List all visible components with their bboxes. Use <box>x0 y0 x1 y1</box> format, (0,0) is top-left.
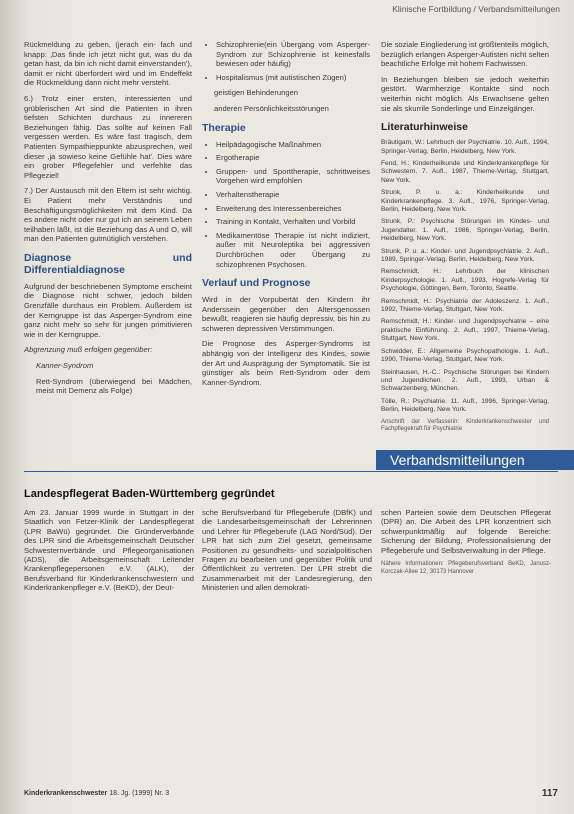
paragraph: Abgrenzung muß erfolgen gegenüber: <box>24 345 153 355</box>
paragraph: In Beziehungen bleiben sie jedoch weiterhin gestört. Warmherzige Kontakte sind noch weiterhin nicht möglich. Als Erwachsene gelten sie als skurrile Sonderlinge und Einzelgänger. <box>381 74 549 113</box>
list-item: • Hospitalismus (mit autistischen Zügen) <box>216 73 370 83</box>
reference-item: Tölle, R.: Psychiatrie. 11. Aufl., 1996, Springer-Verlag, Berlin, Heidelberg, New York. <box>381 397 549 414</box>
column-1 <box>24 40 192 442</box>
paragraph: Rückmeldung zu geben, (jerach ein- fach und knapp: ‚Das finde ich jetzt nicht gut, was du da getan hast, da bin ich nicht damit einverstanden'), damit er nicht überfordert wird und im Endeffekt die Rückmeldung dann nicht mehr versteht. <box>24 40 192 88</box>
paragraph: Die soziale Eingliederung ist größtenteils möglich, bezüglich erlangen Asperger-Autisten nicht selten beachtliche Erfolge mit hohem Fachwissen. <box>381 40 549 69</box>
publication-name: Kinderkrankenschwester <box>24 790 108 797</box>
reference-item: Remschmidt, H.: Lehrbuch der klinischen Kinderpsychologie. 1. Aufl., 1993, Hogrefe-Verlag für Psychologie, Göttingen, Bern, Toronto, Seattle. <box>381 268 549 293</box>
list-item: geistigen Behinderungen <box>214 88 299 98</box>
therapy-list <box>202 140 370 270</box>
reference-item: Remschmidt, H.: Kinder- und Jugendpsychiatrie – eine praktische Einführung. 2. Aufl., 1997, Thieme-Verlag, Stuttgart, New York. <box>381 318 549 343</box>
author-address: Anschrift der Verfasserin: Kinderkrankenschwester und Fachpflegekraft für Psychiatrie <box>381 418 549 433</box>
page-number: 117 <box>541 788 558 799</box>
reference-item: Remschmidt, H.: Psychiatrie der Adoleszenz. 1. Aufl., 1992, Thieme-Verlag, Stuttgart, New York. <box>381 297 549 314</box>
section-heading-therapie: Therapie <box>202 121 246 134</box>
paragraph: 6.) Trotz einer ersten, interessierten und grüblerischen Art sind die Patienten in ihren tiefsten Schichten durchaus zu innereren Beziehungen fähig. Das sollte auf keinen Fall vergessen werden. Es wäre fast tragisch, dem Patienten Sympathieppunkte abzusprechen, weil dieser ‚ja sowieso keine Gefühle hat'. Dies wäre ein grober Pflegefehler und verfehlte das Pflegeziel! <box>24 93 192 180</box>
reference-item: Strunk, P.: Psychische Störungen im Kindes- und Jugendalter. 1. Aufl., 1986, Springer-Verlag, Berlin, Heidelberg, New York. <box>381 218 549 243</box>
section-heading-diagnose: Diagnose und Differentialdiagnose <box>24 251 192 276</box>
divider <box>24 471 558 472</box>
contact-info: Nähere Informationen: Pflegeberufsverband BeKD, Janusz-Korczak-Allee 12, 30173 Hannover <box>381 561 551 575</box>
reference-item: Steinhausen, H.-C.: Psychische Störungen bei Kindern und Jugendlichen. 2. Aufl., 1993, Urban & Schwarzenberg, München. <box>381 368 549 393</box>
paragraph: Die Prognose des Asperger-Syndroms ist abhängig von der Intelligenz des Kindes, sowie der Art und Ausprägung der Symptomatik. Sie ist günstiger als beim Rett-Syndrom oder dem Kanner-Syndrom. <box>202 339 370 387</box>
section-banner: Verbandsmitteilungen <box>376 450 574 470</box>
reference-item: Strunk, P. u. a.: Kinderheilkunde und Kinderkrankenpflege. 3. Aufl., 1976, Springer-Verlag, Berlin, Heidelberg, New York. <box>381 189 549 213</box>
page-footer <box>24 790 558 797</box>
article-column-1 <box>24 508 194 768</box>
article-column-3 <box>381 508 551 768</box>
article-column-2 <box>202 508 372 768</box>
column-2 <box>202 40 370 442</box>
paragraph: Wird in der Vorpubertät den Kindern ihr Anderssein gegenüber den Altersgenossen bewußt, reagieren sie häufig depressiv, bis hin zu schweren depressiven Verstimmungen. <box>202 295 370 333</box>
paragraph: 7.) Der Austausch mit den Eltern ist sehr wichtig. Ei Patient mehr Verständnis und Beschäftigungsmöglichkeiten mit dem Kind. Da es andere nicht oder nur gut ich an seinem Leben teilhaben läßt, ist die Beziehung das A und O, will man den Patienten gutmütiglich verstehen. <box>24 186 192 244</box>
list-item: • Ergotherapie <box>216 153 370 163</box>
list-item: • Medikamentöse Therapie ist nicht indiziert, außer mit Neuroleptika bei aggressiven Durchbrüchen oder Übergang zu schizophrenen Psychosen. <box>216 231 370 269</box>
section-heading-literatur: Literaturhinweise <box>381 121 468 134</box>
column-3 <box>381 40 549 442</box>
paragraph: Aufgrund der beschriebenen Symptome erscheint die Diagnose nicht schwer, jedoch bilden Grenzfälle durchaus ein Problem. Außerdem ist der Kerngruppe ist das Asperger-Syndrom eine ganz nicht mehr so sehr für jungen primitivieren wie in der Kerngruppe. <box>24 281 192 339</box>
reference-list <box>381 139 549 414</box>
paragraph: sche Berufsverband für Pflegeberufe (DBfK) und die Landesarbeitsgemeinschaft der Lehrerinnen und Lehrer für Pflegeberufe (LAG Nord/Süd). Der LPR hat sich zum Ziel gesetzt, gemeinsame Positionen zu gesundheits- und sozialpolitischen Fragen zu bearbeiten und gegenüber Politik und Öffentlichkeit zu vertreten. Der LPR strebt die Zusammenarbeit mit der Landesregierung, den Ministerien und allen demokrati- <box>202 508 372 593</box>
reference-item: Schwidder, E.: Allgemeine Psychopathologie. 1. Aufl., 1990, Thieme-Verlag, Stuttgart, New York. <box>381 347 549 364</box>
paragraph: Am 23. Januar 1999 wurde in Stuttgart in der Staatlich von Fetzer-Klinik der Landespflegerat (LPR BaWü) gegründet. Die Gründerverbände des LPR sind die Arbeitsgemeinschaft Deutscher Schwesternverbände und Pflegeorganisationen (ADS), die Arbeitsgemeinschaft Leitender Krankenpflegepersonen e.V. (ALK), der Berufsverband für Kinderkrankenschwestern und Kinderkrankenpfleger e.V. (BeKD), der Deut- <box>24 508 194 593</box>
list-item: • Erweiterung des Interessenbereiches <box>216 204 370 214</box>
list-item: • Heilpädagogische Maßnahmen <box>216 140 370 150</box>
list-item: • Schizophrenie(ein Übergang vom Asperger-Syndrom zur Schizophrenie ist keinesfalls bewiesen oder häufig) <box>216 40 370 69</box>
article-title: Landespflegerat Baden-Württemberg gegründet <box>24 488 275 500</box>
list-item: anderen Persönlichkeitsstörungen <box>214 103 329 113</box>
running-header: Klinische Fortbildung / Verbandsmitteilungen <box>392 4 560 14</box>
list-item: • Training in Kontakt, Verhalten und Vorbild <box>216 217 370 227</box>
reference-item: Strunk, P. u. a.: Kinder- und Jugendpsychiatrie. 2. Aufl., 1989, Springer-Verlag, Berlin, Heidelberg, New York. <box>381 247 549 264</box>
list-item: Kanner-Syndrom <box>36 361 94 371</box>
list-item: • Verhaltenstherapie <box>216 190 370 200</box>
differential-list <box>202 40 370 82</box>
reference-item: Bräutigam, W.: Lehrbuch der Psychiatrie. 10. Aufl., 1994, Springer-Verlag, Berlin, Heidelberg, New York. <box>381 139 549 155</box>
section-heading-verlauf: Verlauf und Prognose <box>202 277 311 290</box>
paragraph: schen Parteien sowie dem Deutschen Pflegerat (DPR) an. Die Arbeit des LPR konzentriert sich schwerpunktmäßig auf folgende Bereiche: Sicherung der Bildung, Professionalisierung der Pflegeberufe und Selbstverwaltung in der Pflege. <box>381 508 551 555</box>
reference-item: Fend, H.: Kinderheilkunde und Kinderkrankenpflege für Schwestern. 7. Aufl., 1987, Thieme-Verlag, Stuttgart, New York. <box>381 159 549 184</box>
list-item: Rett-Syndrom (überwiegend bei Mädchen, meist mit Demenz als Folge) <box>36 376 192 396</box>
list-item: • Gruppen- und Sporttherapie, schrittweises Vorgehen wird empfohlen <box>216 167 370 186</box>
issue-info: 18. Jg. (1999) Nr. 3 <box>109 790 170 797</box>
